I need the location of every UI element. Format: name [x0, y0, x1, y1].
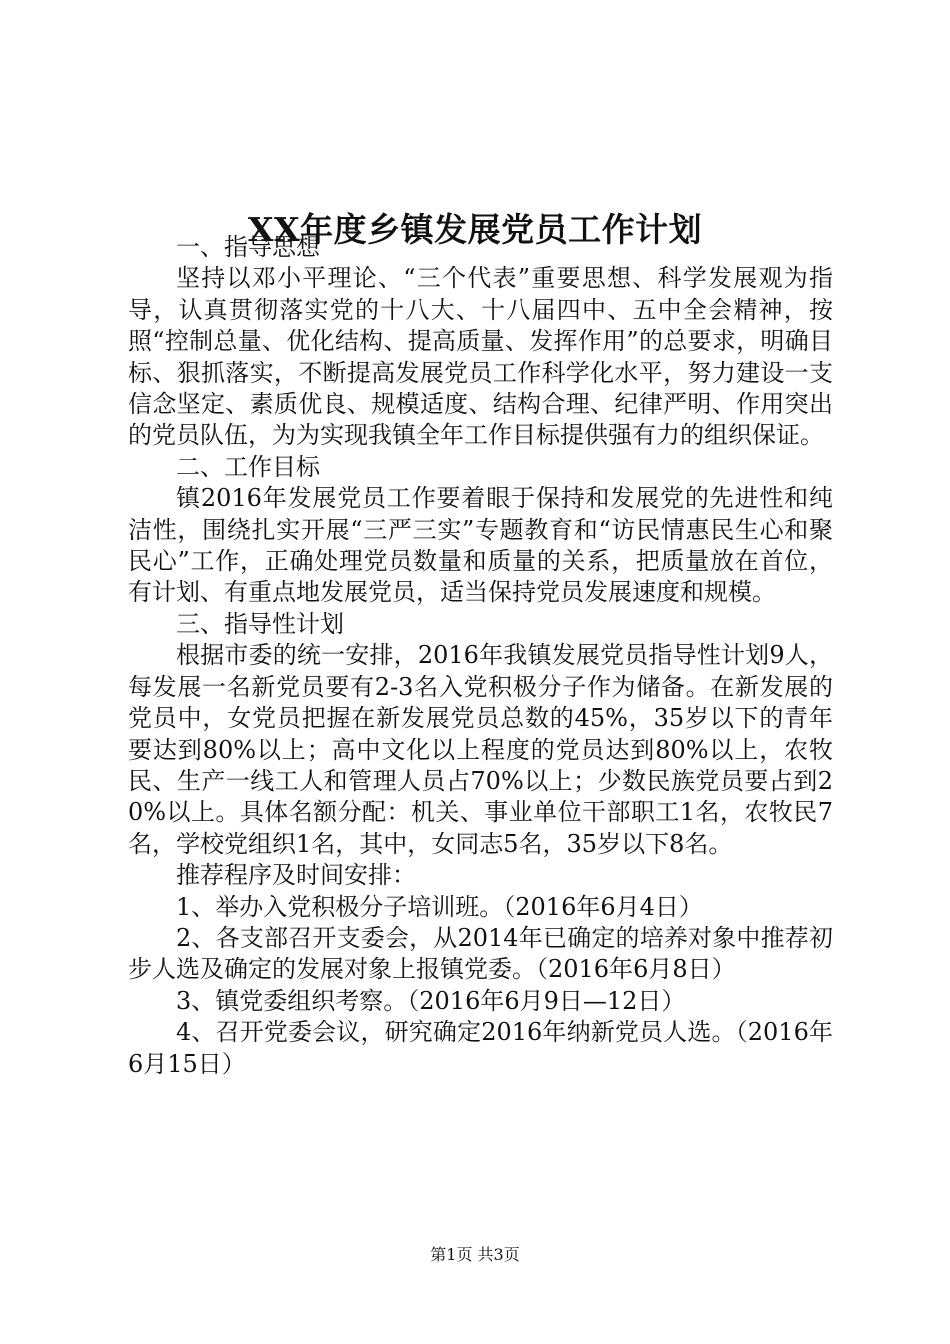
page-footer: 第1页 共3页 [430, 1245, 520, 1264]
list-item: 1、举办入党积极分子培训班。（2016年6月4日） [176, 892, 703, 921]
document-body [128, 232, 833, 1080]
paragraph: 根据市委的统一安排，2016年我镇发展党员指导性计划9人，每发展一名新党员要有2-3名入党积极分子作为储备。在新发展的党员中，女党员把握在新发展党员总数的45%，35岁以下的青年要达到80%以上；高中文化以上程度的党员达到80%以上，农牧民、生产一线工人和管理人员占70%以上；少数民族党员要占到20%以上。具体名额分配：机关、事业单位干部职工1名，农牧民7名，学校党组织1名，其中，女同志5名，35岁以下8名。 [128, 641, 833, 858]
document-title: XX年度乡镇发展党员工作计划 [247, 210, 703, 250]
section-heading: 三、指导性计划 [176, 609, 344, 638]
paragraph: 坚持以邓小平理论、“三个代表”重要思想、科学发展观为指导，认真贯彻落实党的十八大、十八届四中、五中全会精神，按照“控制总量、优化结构、提高质量、发挥作用”的总要求，明确目标、狠抓落实，不断提高发展党员工作科学化水平，努力建设一支信念坚定、素质优良、规模适度、结构合理、纪律严明、作用突出的党员队伍，为为实现我镇全年工作目标提供强有力的组织保证。 [128, 264, 833, 450]
list-item: 4、召开党委会议，研究确定2016年纳新党员人选。（2016年6月15日） [128, 1018, 833, 1078]
list-item: 2、各支部召开支委会，从2014年已确定的培养对象中推荐初步人选及确定的发展对象上报镇党委。（2016年6月8日） [128, 923, 833, 984]
paragraph: 镇2016年发展党员工作要着眼于保持和发展党的先进性和纯洁性，围绕扎实开展“三严三实”专题教育和“访民情惠民生心和聚民心”工作，正确处理党员数量和质量的关系，把质量放在首位，有计划、有重点地发展党员，适当保持党员发展速度和规模。 [128, 484, 833, 607]
section-heading: 一、指导思想 [176, 233, 320, 261]
subsection-heading: 推荐程序及时间安排： [176, 861, 416, 890]
list-item: 3、镇党委组织考察。（2016年6月9日—12日） [176, 986, 686, 1015]
section-heading: 二、工作目标 [176, 452, 320, 481]
